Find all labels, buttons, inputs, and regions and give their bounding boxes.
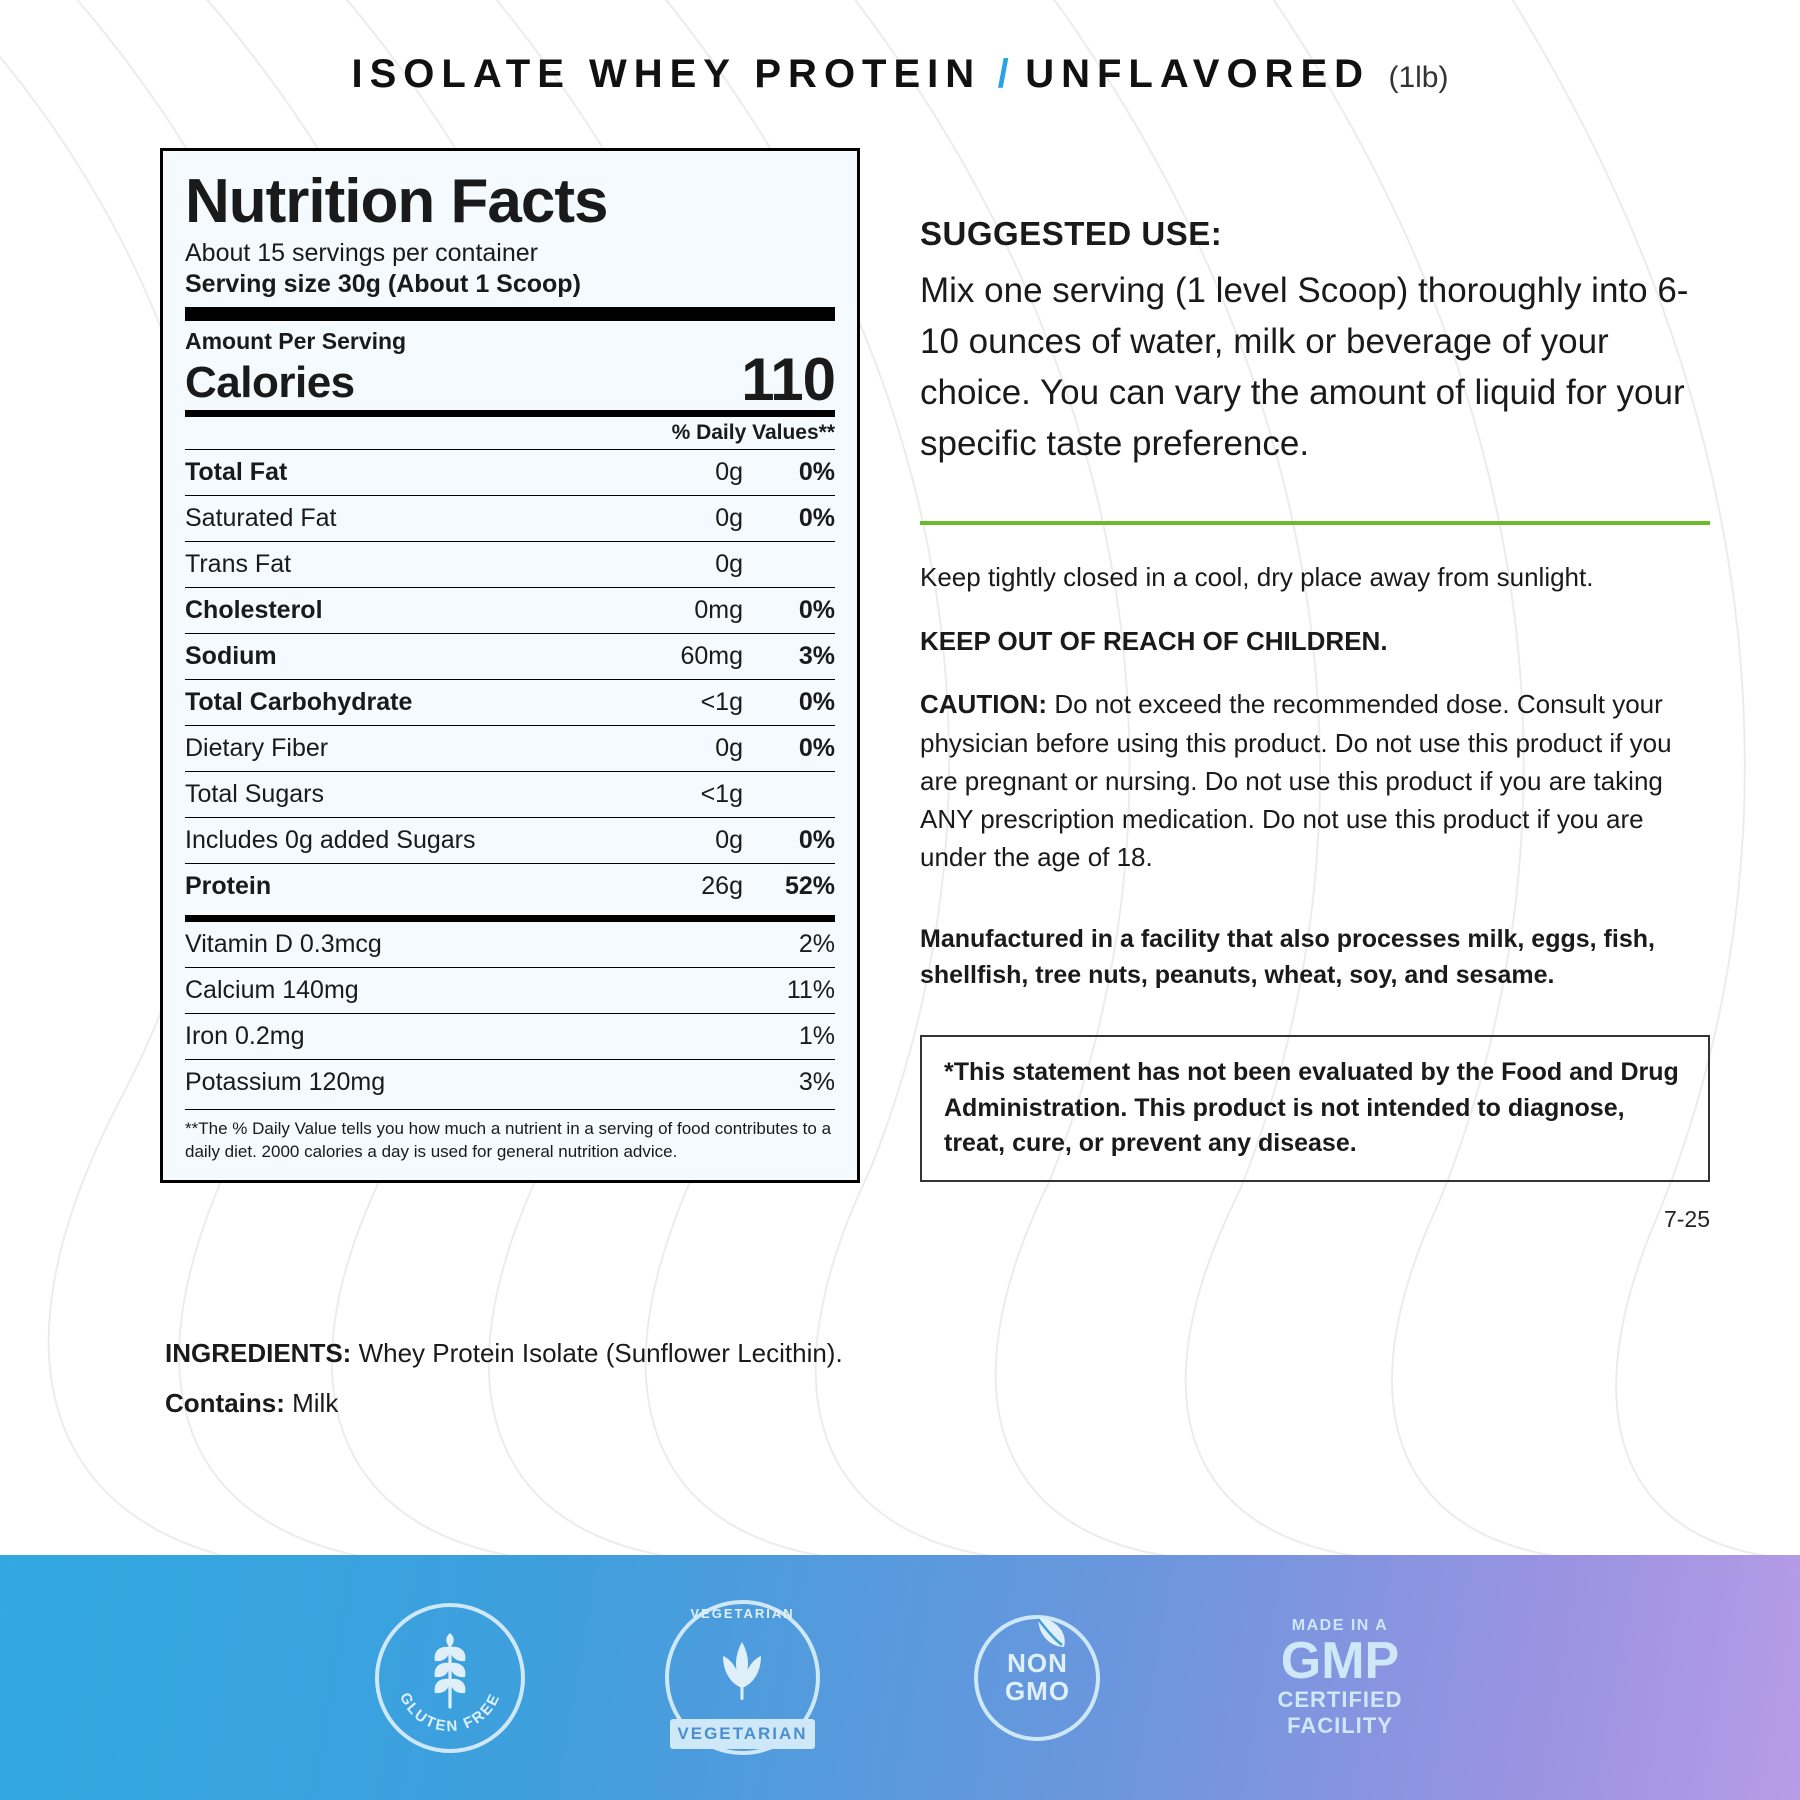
nutrient-amount: 26g — [593, 864, 743, 910]
nutrient-dv: 0% — [743, 680, 835, 726]
product-header — [0, 52, 1800, 97]
nutrient-dv: 0% — [743, 588, 835, 634]
vegetarian-icon — [665, 1600, 820, 1755]
non-gmo-icon — [960, 1603, 1115, 1753]
nutrient-dv: 0% — [743, 818, 835, 864]
nutrient-amount: 0g — [593, 450, 743, 496]
table-row — [185, 818, 835, 864]
wheat-stalk-icon — [375, 1603, 525, 1753]
badge-gluten-free — [375, 1603, 525, 1753]
table-row — [185, 1014, 835, 1060]
nutrient-name: Total Fat — [185, 450, 593, 496]
table-row — [185, 968, 835, 1014]
micronutrient-dv: 3% — [743, 1060, 835, 1106]
caution-label: CAUTION: — [920, 689, 1048, 720]
micronutrient-name: Calcium 140mg — [185, 968, 743, 1014]
table-row — [185, 634, 835, 680]
nutrient-name: Protein — [185, 864, 593, 910]
amount-per-serving-label: Amount Per Serving — [185, 328, 407, 354]
allergen-statement: Manufactured in a facility that also processes milk, eggs, fish, shellfish, tree nuts, peanuts, wheat, soy, and sesame. — [920, 925, 1655, 989]
serving-size: Serving size 30g (About 1 Scoop) — [185, 270, 581, 298]
product-weight: (1lb) — [1388, 61, 1449, 94]
divider-thin — [185, 1109, 835, 1110]
nutrition-facts-title: Nutrition Facts — [185, 167, 608, 236]
gmp-facility-label: FACILITY — [1287, 1712, 1393, 1738]
micronutrient-table — [185, 922, 835, 1105]
daily-value-header: % Daily Values** — [671, 421, 835, 444]
nutrient-amount: 0g — [593, 818, 743, 864]
gmp-certified-label: CERTIFIED — [1277, 1687, 1403, 1713]
nutrient-dv: 52% — [743, 864, 835, 910]
contains-line — [165, 1385, 845, 1423]
nutrient-name: Total Carbohydrate — [185, 680, 593, 726]
ingredients-block — [165, 1335, 845, 1422]
green-divider — [920, 521, 1710, 525]
ingredients-text: Whey Protein Isolate (Sunflower Lecithin). — [358, 1338, 843, 1368]
micronutrient-name: Iron 0.2mg — [185, 1014, 743, 1060]
servings-per-container: About 15 servings per container — [185, 239, 538, 267]
badge-gmp-certified — [1255, 1617, 1425, 1738]
table-row — [185, 680, 835, 726]
micronutrient-dv: 1% — [743, 1014, 835, 1060]
nutrition-facts-panel — [160, 148, 860, 1183]
nutrient-dv: 0% — [743, 726, 835, 772]
header-separator: / — [997, 52, 1009, 96]
divider-thick-top — [185, 307, 835, 321]
gmp-made-in-label: MADE IN A — [1291, 1617, 1389, 1635]
table-row — [185, 588, 835, 634]
keep-out-of-reach-warning: KEEP OUT OF REACH OF CHILDREN. — [920, 626, 1388, 657]
nutrient-name: Sodium — [185, 634, 593, 680]
svg-text:GLUTEN FREE: GLUTEN FREE — [396, 1689, 504, 1735]
nutrient-amount: 0g — [593, 542, 743, 588]
nutrient-amount: <1g — [593, 772, 743, 818]
nutrient-amount: 0mg — [593, 588, 743, 634]
nutrient-dv: 0% — [743, 496, 835, 542]
table-row — [185, 864, 835, 910]
suggested-use-body: Mix one serving (1 level Scoop) thoroughly into 6-10 ounces of water, milk or beverage of your choice. You can vary the amount of liquid for your specific taste preference. — [920, 271, 1689, 464]
gmp-acronym: GMP — [1280, 1632, 1400, 1691]
table-row — [185, 1060, 835, 1106]
table-row — [185, 542, 835, 588]
caution-text: Do not exceed the recommended dose. Consult your physician before using this product. Do not use this product if you are pregnant or nursing. Do not use this product if you are taking ANY prescription medication. Do not use this product if you are under the age of 18. — [920, 689, 1672, 873]
divider-medium-2 — [185, 915, 835, 922]
nutrient-amount: <1g — [593, 680, 743, 726]
nutrient-amount: 0g — [593, 726, 743, 772]
ingredients-line — [165, 1335, 845, 1373]
nutrient-dv — [743, 542, 835, 588]
contains-label: Contains: — [165, 1387, 285, 1418]
nutrient-table — [185, 449, 835, 909]
micronutrient-name: Vitamin D 0.3mcg — [185, 930, 382, 958]
nutrient-amount: 0g — [593, 496, 743, 542]
divider-medium — [185, 410, 835, 417]
non-gmo-text — [960, 1603, 1115, 1753]
calories-row — [185, 346, 835, 413]
non-gmo-line-1: NON — [1007, 1648, 1068, 1679]
fda-disclaimer-box — [920, 1035, 1710, 1182]
vegetarian-top-label: VEGETARIAN — [690, 1606, 795, 1621]
storage-instructions: Keep tightly closed in a cool, dry place away from sunlight. — [920, 562, 1594, 593]
nutrient-name: Dietary Fiber — [185, 726, 593, 772]
suggested-use-heading: SUGGESTED USE: — [920, 215, 1223, 252]
vegetarian-label: VEGETARIAN — [670, 1719, 815, 1749]
table-row — [185, 450, 835, 496]
fda-disclaimer-text: *This statement has not been evaluated by the Food and Drug Administration. This product is not intended to diagnose, treat, cure, or prevent any disease. — [944, 1058, 1679, 1158]
ingredients-label: INGREDIENTS: — [165, 1338, 352, 1368]
micronutrient-dv: 11% — [743, 968, 835, 1014]
table-row — [185, 922, 835, 968]
table-row — [185, 726, 835, 772]
nutrient-name: Cholesterol — [185, 588, 593, 634]
nutrient-dv: 3% — [743, 634, 835, 680]
calories-label: Calories — [185, 358, 355, 407]
product-name: ISOLATE WHEY PROTEIN — [351, 52, 982, 96]
certification-badge-bar — [0, 1555, 1800, 1800]
right-column — [920, 215, 1710, 1233]
daily-value-footnote: **The % Daily Value tells you how much a nutrient in a serving of food contributes to a daily diet. 2000 calories a day is used for general nutrition advice. — [185, 1119, 832, 1161]
nutrient-dv: 0% — [743, 450, 835, 496]
badge-vegetarian — [665, 1600, 820, 1755]
nutrient-name: Total Sugars — [185, 772, 593, 818]
micronutrient-dv: 2% — [798, 930, 835, 958]
revision-code: 7-25 — [1663, 1205, 1710, 1232]
badge-non-gmo — [960, 1603, 1115, 1753]
table-row — [185, 496, 835, 542]
table-row — [185, 772, 835, 818]
product-flavor: UNFLAVORED — [1025, 52, 1371, 96]
nutrient-name: Includes 0g added Sugars — [185, 818, 593, 864]
nutrient-amount: 60mg — [593, 634, 743, 680]
nutrient-name: Trans Fat — [185, 542, 593, 588]
contains-text: Milk — [292, 1387, 339, 1418]
nutrient-name: Saturated Fat — [185, 496, 593, 542]
caution-block — [920, 685, 1710, 876]
non-gmo-line-2: GMO — [1004, 1675, 1071, 1706]
calories-value: 110 — [741, 346, 835, 413]
micronutrient-name: Potassium 120mg — [185, 1060, 743, 1106]
nutrient-dv — [743, 772, 835, 818]
gluten-free-icon — [375, 1603, 525, 1753]
